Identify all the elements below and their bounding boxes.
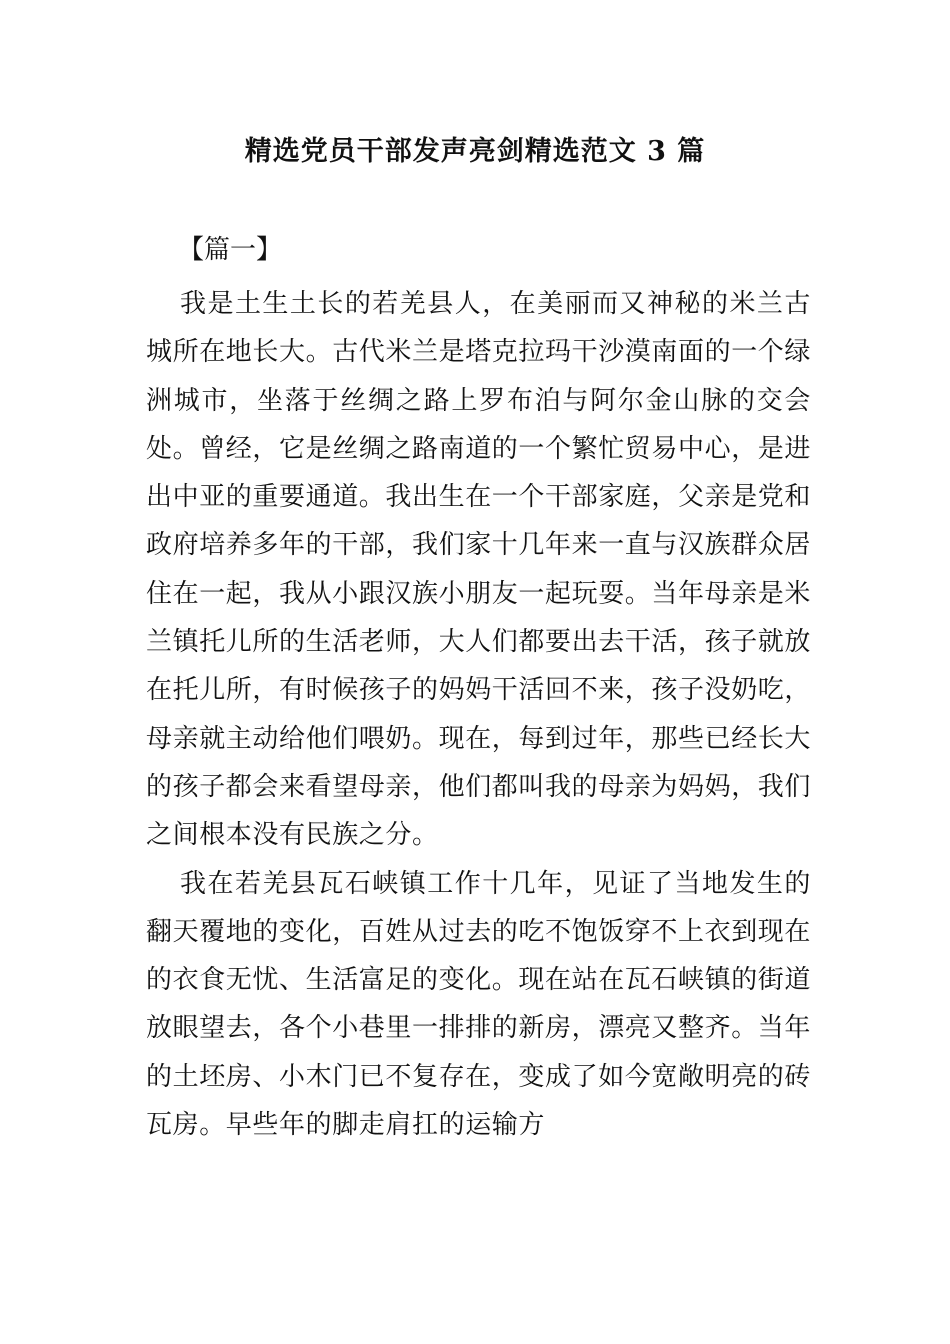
paragraph-2: 我在若羌县瓦石峡镇工作十几年，见证了当地发生的翻天覆地的变化，百姓从过去的吃不饱饭穿不上衣到现在的衣食无忧、生活富足的变化。现在站在瓦石峡镇的街道放眼望去，各个小巷里一排排的新房，漂亮又整齐。当年的土坯房、小木门已不复存在，变成了如今宽敞明亮的砖瓦房。早些年的脚走肩扛的运输方 xyxy=(146,868,812,1141)
document-title: 精选党员干部发声亮剑精选范文 3 篇 xyxy=(244,136,706,167)
document-body xyxy=(146,280,811,1149)
section-heading: 【篇一】 xyxy=(178,235,283,265)
paragraph-1: 我是土生土长的若羌县人，在美丽而又神秘的米兰古城所在地长大。古代米兰是塔克拉玛干沙漠南面的一个绿洲城市，坐落于丝绸之路上罗布泊与阿尔金山脉的交会处。曾经，它是丝绸之路南道的一个繁忙贸易中心，是进出中亚的重要通道。我出生在一个干部家庭，父亲是党和政府培养多年的干部，我们家十几年来一直与汉族群众居住在一起，我从小跟汉族小朋友一起玩耍。当年母亲是米兰镇托儿所的生活老师，大人们都要出去干活，孩子就放在托儿所，有时候孩子的妈妈干活回不来，孩子没奶吃，母亲就主动给他们喂奶。现在，每到过年，那些已经长大的孩子都会来看望母亲，他们都叫我的母亲为妈妈，我们之间根本没有民族之分。 xyxy=(146,289,812,851)
